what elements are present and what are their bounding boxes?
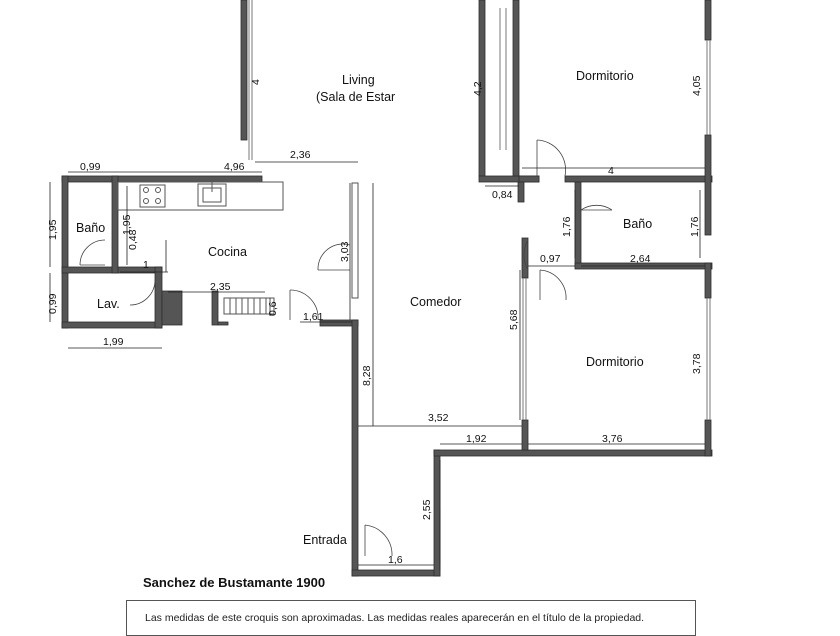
kitchen-fixtures	[118, 182, 283, 314]
dim-entrada-height: 8,28	[361, 365, 373, 386]
dim-bano-right-right: 1,76	[689, 216, 701, 237]
room-label-cocina: Cocina	[208, 245, 247, 259]
dimension-labels	[47, 75, 703, 566]
dim-hall-door: 0,97	[540, 253, 561, 265]
dim-cocina-small: 0,48	[127, 229, 139, 250]
room-label-bano-left: Baño	[76, 221, 106, 235]
dim-entrada-width: 1,6	[388, 554, 403, 566]
room-label-dormitorio-bottom: Dormitorio	[586, 355, 644, 369]
dim-bano-right-left: 1,76	[561, 216, 573, 237]
dim-cocina-depth: 3,03	[339, 241, 351, 262]
dim-living-height: 4	[250, 79, 262, 85]
walls	[62, 0, 712, 576]
dim-lav-height: 0,99	[47, 293, 59, 314]
disclaimer-text: Las medidas de este croquis son aproximadas. Las medidas reales aparecerán en el título de la propiedad.	[145, 612, 645, 624]
dim-bano-left-width: 0,99	[80, 161, 101, 173]
dim-comedor-width: 3,52	[428, 412, 449, 424]
dim-cocina-bottom: 1,61	[303, 311, 324, 323]
dim-entrada-depth: 2,55	[421, 499, 433, 520]
dim-hall-width: 0,84	[492, 189, 513, 201]
dim-cocina-niche: 0,6	[267, 301, 279, 316]
address-title: Sanchez de Bustamante 1900	[143, 575, 326, 590]
dim-comedor-height: 5,68	[508, 309, 520, 330]
dim-bano-left-inner: 1,95	[121, 214, 133, 235]
dim-dorm-top-right: 4,05	[691, 75, 703, 96]
room-label-living-sub: (Sala de Estar	[316, 90, 396, 104]
dim-bano-left-height: 1,95	[47, 219, 59, 240]
dim-step-width: 1,92	[466, 433, 487, 445]
dim-dorm-top-left: 4,2	[472, 81, 484, 96]
dim-dorm-top-width: 4	[608, 165, 614, 177]
room-label-comedor: Comedor	[410, 295, 462, 309]
dim-dorm-bottom-width: 3,76	[602, 433, 623, 445]
room-label-living: Living	[342, 73, 375, 87]
room-label-lav: Lav.	[97, 297, 120, 311]
dim-living-width: 2,36	[290, 149, 311, 161]
dim-cocina-width: 2,35	[210, 281, 231, 293]
dim-kitchen-span: 4,96	[224, 161, 245, 173]
dim-bano-right-width: 2,64	[630, 253, 651, 265]
dim-dorm-bottom-height: 3,78	[691, 353, 703, 374]
dim-lav-width: 1,99	[103, 336, 124, 348]
room-label-entrada: Entrada	[303, 533, 347, 547]
disclaimer-box	[126, 600, 696, 636]
dim-cocina-one: 1	[143, 259, 149, 271]
room-label-dormitorio-top: Dormitorio	[576, 69, 634, 83]
room-label-bano-right: Baño	[623, 217, 653, 231]
